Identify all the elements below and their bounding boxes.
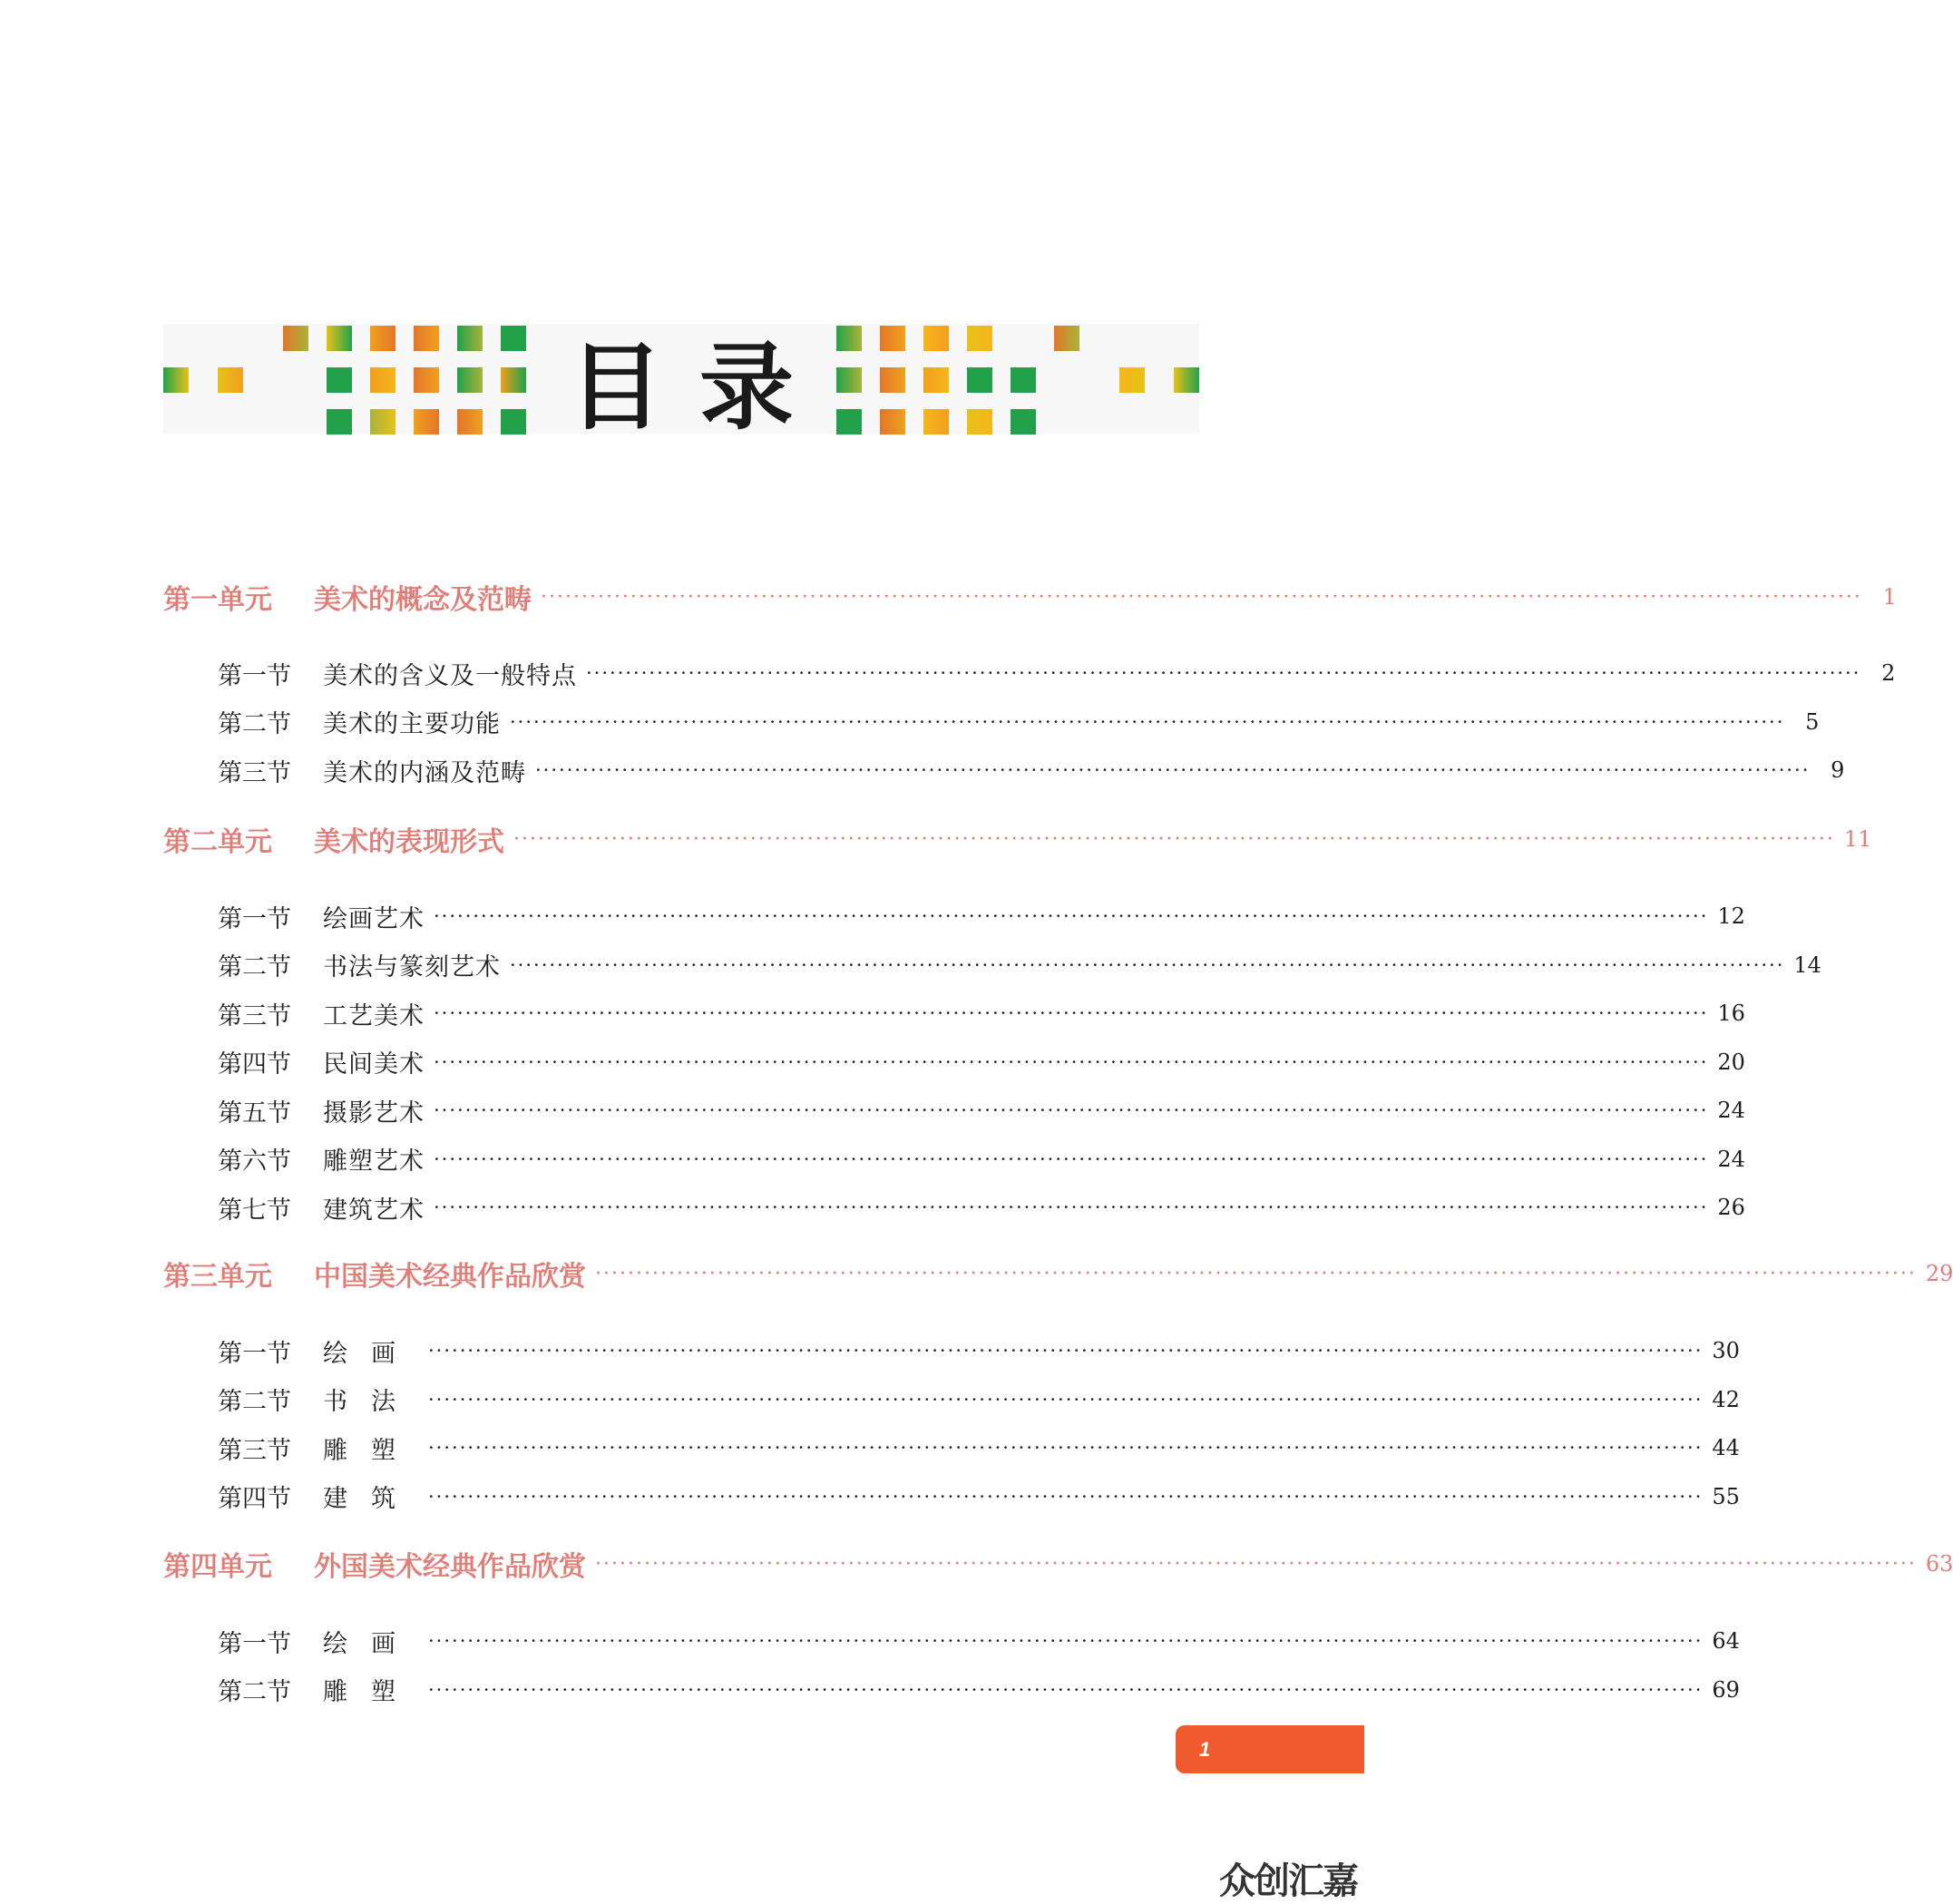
title-banner <box>163 324 1199 443</box>
dot-leader: ·································································································································································· <box>535 759 1811 781</box>
dot-leader: ·································································································································································· <box>428 1485 1704 1508</box>
banner-square <box>923 326 949 351</box>
dot-leader: ·································································································································································· <box>428 1678 1704 1701</box>
section-number: 第四节 <box>218 1050 291 1079</box>
watermark-logo: 众创汇嘉 <box>1219 1860 1357 1902</box>
section-page-number: 42 <box>1712 1386 1740 1412</box>
unit-page-number: 29 <box>1925 1261 1953 1286</box>
banner-square <box>836 367 862 393</box>
section-number: 第三节 <box>218 1436 291 1465</box>
banner-square <box>836 409 862 435</box>
banner-square <box>880 326 905 351</box>
section-title: 书法 <box>323 1388 419 1416</box>
unit-title: 美术的概念及范畴 <box>314 584 532 616</box>
unit-number: 第二单元 <box>163 826 272 858</box>
section-title: 绘画 <box>323 1339 419 1368</box>
toc-section-row[interactable] <box>218 1044 1745 1080</box>
dot-leader: ·································································································································································· <box>541 585 1862 609</box>
section-title: 工艺美术 <box>323 1001 425 1030</box>
banner-square <box>327 326 352 351</box>
page-title: 目录 <box>568 331 830 443</box>
banner-square <box>967 326 992 351</box>
section-page-number: 24 <box>1717 1098 1745 1123</box>
section-page-number: 55 <box>1712 1483 1740 1509</box>
banner-square <box>1119 367 1145 393</box>
unit-page-number: 63 <box>1925 1551 1953 1577</box>
section-title: 建筑艺术 <box>323 1196 425 1225</box>
section-page-number: 12 <box>1717 903 1745 929</box>
toc-section-row[interactable] <box>218 1382 1740 1418</box>
section-title: 绘画艺术 <box>323 904 425 933</box>
section-number: 第五节 <box>218 1098 291 1128</box>
section-title: 摄影艺术 <box>323 1098 425 1128</box>
section-number: 第二节 <box>218 953 291 981</box>
dot-leader: ·································································································································································· <box>434 1099 1709 1121</box>
dot-leader: ·································································································································································· <box>586 662 1861 684</box>
section-title: 雕塑 <box>323 1678 419 1706</box>
toc-section-row[interactable] <box>218 1623 1740 1659</box>
toc-unit-row[interactable] <box>163 577 1897 617</box>
unit-number: 第三单元 <box>163 1261 272 1293</box>
section-number: 第六节 <box>218 1147 291 1176</box>
banner-square <box>163 367 189 393</box>
section-number: 第二节 <box>218 1388 291 1416</box>
toc-section-row[interactable] <box>218 947 1821 983</box>
toc-section-row[interactable] <box>218 704 1820 740</box>
dot-leader: ·································································································································································· <box>428 1630 1704 1652</box>
banner-square <box>1174 367 1199 393</box>
toc-section-row[interactable] <box>218 1479 1740 1515</box>
section-page-number: 44 <box>1712 1435 1740 1460</box>
toc-section-row[interactable] <box>218 1189 1745 1225</box>
banner-square <box>1054 326 1079 351</box>
section-page-number: 2 <box>1881 660 1896 686</box>
section-number: 第四节 <box>218 1485 291 1513</box>
dot-leader: ·································································································································································· <box>513 827 1835 851</box>
section-title: 美术的内涵及范畴 <box>323 758 526 787</box>
section-page-number: 5 <box>1805 708 1820 735</box>
banner-square <box>457 409 483 435</box>
banner-square <box>923 409 949 435</box>
banner-square <box>327 367 352 393</box>
section-title: 绘画 <box>323 1629 419 1658</box>
banner-square <box>414 326 439 351</box>
section-number: 第一节 <box>218 661 291 690</box>
section-page-number: 20 <box>1717 1049 1745 1075</box>
dot-leader: ·································································································································································· <box>434 1196 1709 1218</box>
unit-title: 美术的表现形式 <box>314 826 504 858</box>
section-number: 第三节 <box>218 1001 291 1030</box>
toc-unit-row[interactable] <box>163 1544 1953 1584</box>
unit-title: 中国美术经典作品欣赏 <box>314 1261 586 1293</box>
dot-leader: ·································································································································································· <box>434 1050 1709 1073</box>
unit-number: 第四单元 <box>163 1551 272 1583</box>
toc-section-row[interactable] <box>218 1672 1740 1708</box>
section-page-number: 30 <box>1712 1338 1740 1363</box>
banner-square <box>327 409 352 435</box>
banner-square <box>501 326 526 351</box>
banner-square <box>370 409 395 435</box>
toc-section-row[interactable] <box>218 752 1845 788</box>
banner-square <box>283 326 308 351</box>
section-title: 美术的含义及一般特点 <box>323 661 577 690</box>
dot-leader: ·································································································································································· <box>428 1340 1704 1362</box>
banner-square <box>457 367 483 393</box>
dot-leader: ·································································································································································· <box>510 710 1785 733</box>
toc-section-row[interactable] <box>218 898 1745 934</box>
section-page-number: 16 <box>1717 1001 1745 1026</box>
section-title: 建筑 <box>323 1485 419 1513</box>
section-number: 第七节 <box>218 1196 291 1225</box>
dot-leader: ·································································································································································· <box>434 905 1709 927</box>
toc-section-row[interactable] <box>218 1141 1745 1177</box>
unit-page-number: 1 <box>1882 584 1897 610</box>
dot-leader: ·································································································································································· <box>434 1002 1709 1024</box>
banner-square <box>880 367 905 393</box>
section-page-number: 9 <box>1831 757 1845 783</box>
section-page-number: 64 <box>1712 1628 1740 1654</box>
toc-unit-row[interactable] <box>163 819 1872 859</box>
banner-square <box>501 409 526 435</box>
dot-leader: ·································································································································································· <box>428 1437 1704 1459</box>
section-number: 第一节 <box>218 1629 291 1658</box>
banner-square <box>414 367 439 393</box>
toc-section-row[interactable] <box>218 655 1896 691</box>
toc-section-row[interactable] <box>218 1092 1745 1128</box>
toc-section-row[interactable] <box>218 995 1745 1031</box>
dot-leader: ·································································································································································· <box>510 953 1785 976</box>
section-title: 雕塑 <box>323 1436 419 1465</box>
unit-page-number: 11 <box>1843 826 1872 852</box>
banner-square <box>836 326 862 351</box>
banner-square <box>1011 409 1036 435</box>
dot-leader: ·································································································································································· <box>595 1552 1917 1576</box>
banner-square <box>501 367 526 393</box>
dot-leader: ·································································································································································· <box>595 1262 1917 1285</box>
toc-section-row[interactable] <box>218 1333 1740 1369</box>
page-number-tab <box>1176 1725 1364 1773</box>
section-page-number: 24 <box>1717 1146 1745 1172</box>
unit-number: 第一单元 <box>163 584 272 616</box>
section-title: 雕塑艺术 <box>323 1147 425 1176</box>
dot-leader: ·································································································································································· <box>434 1147 1709 1170</box>
banner-square <box>967 409 992 435</box>
toc-unit-row[interactable] <box>163 1254 1953 1294</box>
section-number: 第一节 <box>218 1339 291 1368</box>
banner-square <box>414 409 439 435</box>
banner-square <box>967 367 992 393</box>
banner-square <box>923 367 949 393</box>
banner-square <box>1011 367 1036 393</box>
banner-square <box>370 367 395 393</box>
section-title: 美术的主要功能 <box>323 710 501 738</box>
section-number: 第二节 <box>218 1678 291 1706</box>
section-number: 第二节 <box>218 710 291 738</box>
section-number: 第三节 <box>218 758 291 787</box>
section-page-number: 69 <box>1712 1676 1740 1703</box>
section-number: 第一节 <box>218 904 291 933</box>
section-title: 民间美术 <box>323 1050 425 1079</box>
page-number: 1 <box>1199 1737 1211 1761</box>
unit-title: 外国美术经典作品欣赏 <box>314 1551 586 1583</box>
section-page-number: 26 <box>1717 1195 1745 1220</box>
banner-square <box>370 326 395 351</box>
toc-section-row[interactable] <box>218 1430 1740 1466</box>
dot-leader: ·································································································································································· <box>428 1388 1704 1411</box>
banner-square <box>457 326 483 351</box>
section-page-number: 14 <box>1793 952 1821 978</box>
section-title: 书法与篆刻艺术 <box>323 953 501 981</box>
banner-square <box>880 409 905 435</box>
banner-square <box>218 367 243 393</box>
